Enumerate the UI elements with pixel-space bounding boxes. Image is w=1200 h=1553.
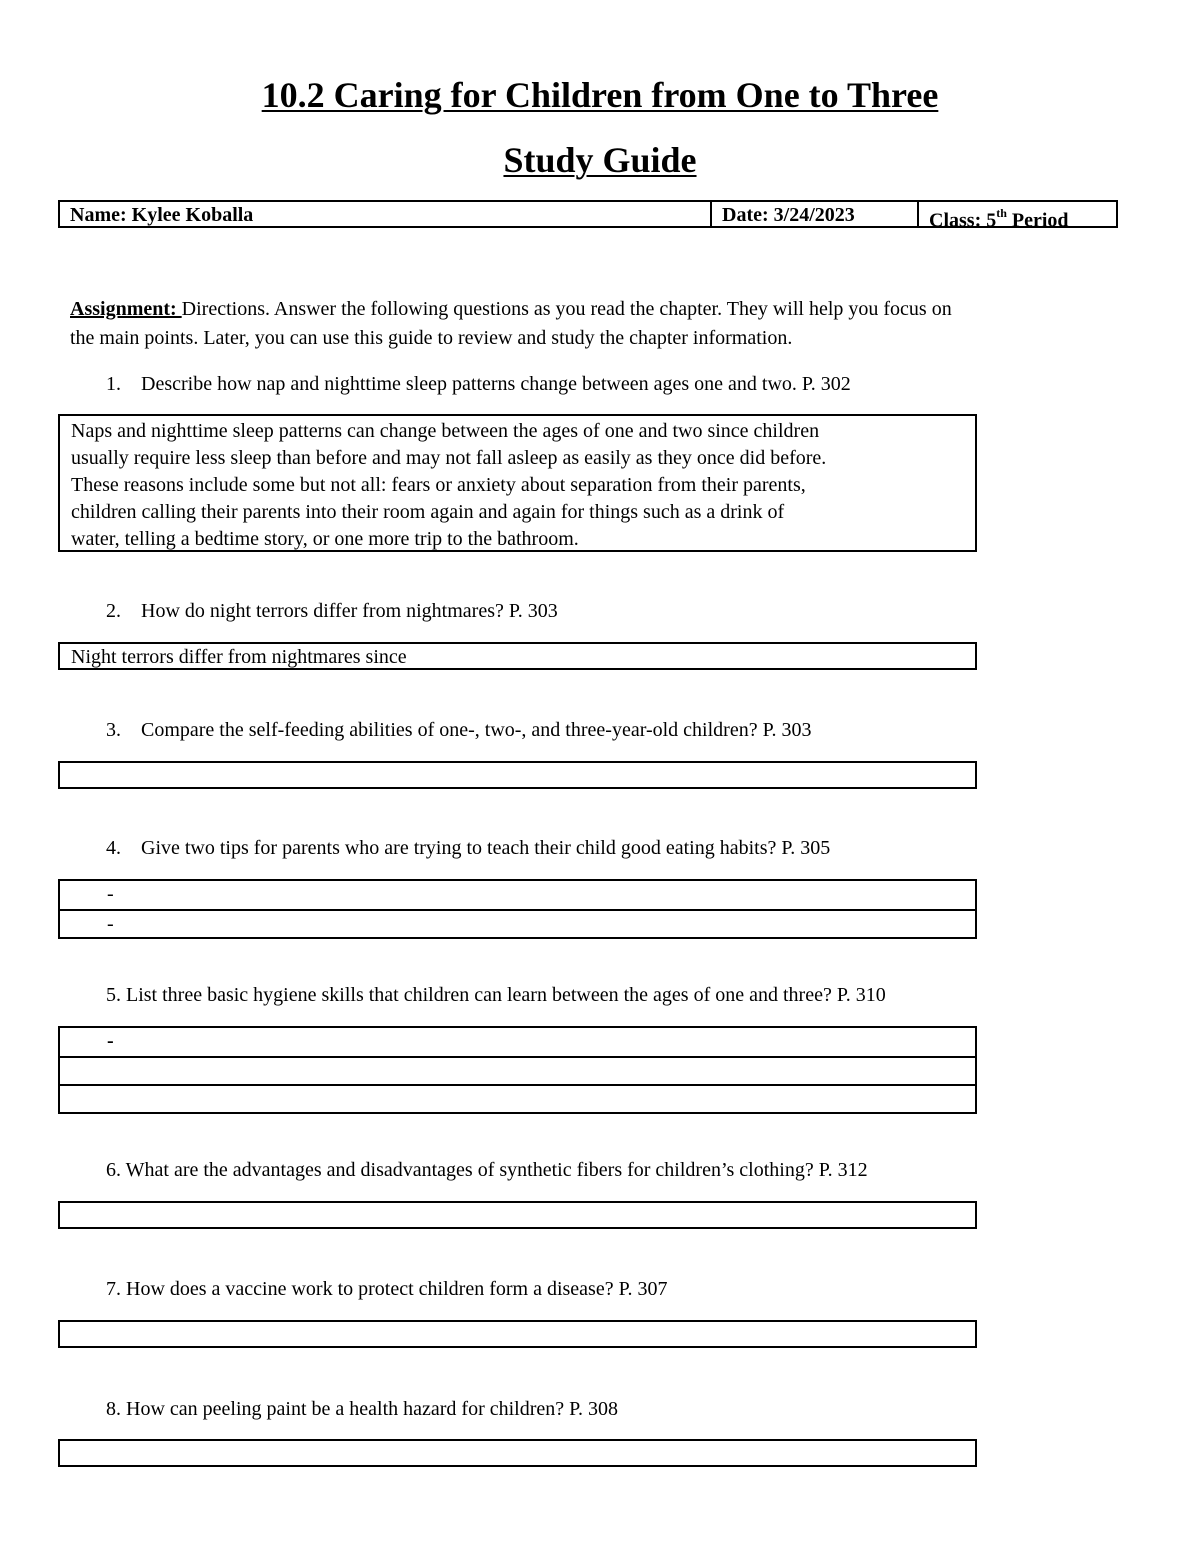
answer-box-1[interactable] xyxy=(58,414,977,552)
answer-box-7[interactable] xyxy=(58,1320,977,1348)
assignment-label: Assignment: xyxy=(70,298,182,320)
answer-line: These reasons include some but not all: fears or anxiety about separation from their parents, xyxy=(71,474,806,496)
class-field[interactable] xyxy=(917,202,1116,232)
question-8: 8. How can peeling paint be a health hazard for children? P. 308 xyxy=(106,1398,619,1420)
class-suffix: Period xyxy=(1006,209,1069,232)
question-4 xyxy=(106,835,830,861)
question-number: 3. xyxy=(106,719,121,741)
answer-table-4 xyxy=(58,879,977,939)
answer-row[interactable]: - xyxy=(60,909,975,937)
question-text: Give two tips for parents who are trying to teach their child good eating habits? P. 305 xyxy=(141,837,831,859)
answer-text: Night terrors differ from nightmares since xyxy=(71,646,407,668)
question-2 xyxy=(106,598,558,624)
question-3 xyxy=(106,717,811,743)
answer-line: Naps and nighttime sleep patterns can change between the ages of one and two since children xyxy=(71,420,820,442)
directions-line-2: the main points. Later, you can use this guide to review and study the chapter information. xyxy=(70,327,793,349)
question-6: 6. What are the advantages and disadvantages of synthetic fibers for children’s clothing? P. 312 xyxy=(106,1159,868,1181)
name-field[interactable]: Name: Kylee Koballa xyxy=(70,204,254,226)
answer-line: water, telling a bedtime story, or one more trip to the bathroom. xyxy=(71,528,579,550)
answer-text xyxy=(60,416,975,553)
question-5: 5. List three basic hygiene skills that children can learn between the ages of one and three? P. 310 xyxy=(106,984,886,1006)
directions-line-1: Directions. Answer the following questions as you read the chapter. They will help you focus on xyxy=(181,298,952,320)
answer-box-6[interactable] xyxy=(58,1201,977,1229)
answer-box-3[interactable] xyxy=(58,761,977,789)
question-7: 7. How does a vaccine work to protect children form a disease? P. 307 xyxy=(106,1278,668,1300)
answer-row[interactable]: - xyxy=(107,1030,114,1052)
question-1 xyxy=(106,371,851,397)
answer-row[interactable] xyxy=(60,1056,975,1084)
page-subtitle: Study Guide xyxy=(503,140,697,180)
class-superscript: th xyxy=(996,206,1007,220)
answer-row[interactable] xyxy=(60,1084,975,1112)
answer-line: children calling their parents into their room again and again for things such as a drink of xyxy=(71,501,785,523)
question-number: 1. xyxy=(106,373,121,395)
page-title: 10.2 Caring for Children from One to Three xyxy=(261,75,939,115)
answer-box-2[interactable] xyxy=(58,642,977,670)
question-number: 2. xyxy=(106,600,121,622)
assignment-directions xyxy=(70,295,1130,353)
answer-table-5 xyxy=(58,1026,977,1114)
student-info-table xyxy=(58,200,1118,232)
question-text: Compare the self-feeding abilities of one-, two-, and three-year-old children? P. 303 xyxy=(141,719,812,741)
question-text: How do night terrors differ from nightmares? P. 303 xyxy=(141,600,558,622)
question-number: 4. xyxy=(106,837,121,859)
date-field[interactable]: Date: 3/24/2023 xyxy=(710,202,917,226)
answer-box-8[interactable] xyxy=(58,1439,977,1467)
question-text: Describe how nap and nighttime sleep patterns change between ages one and two. P. 302 xyxy=(141,373,851,395)
class-prefix: Class: 5 xyxy=(929,209,997,232)
answer-line: usually require less sleep than before and may not fall asleep as easily as they once did before. xyxy=(71,447,827,469)
answer-row[interactable]: - xyxy=(107,883,114,905)
